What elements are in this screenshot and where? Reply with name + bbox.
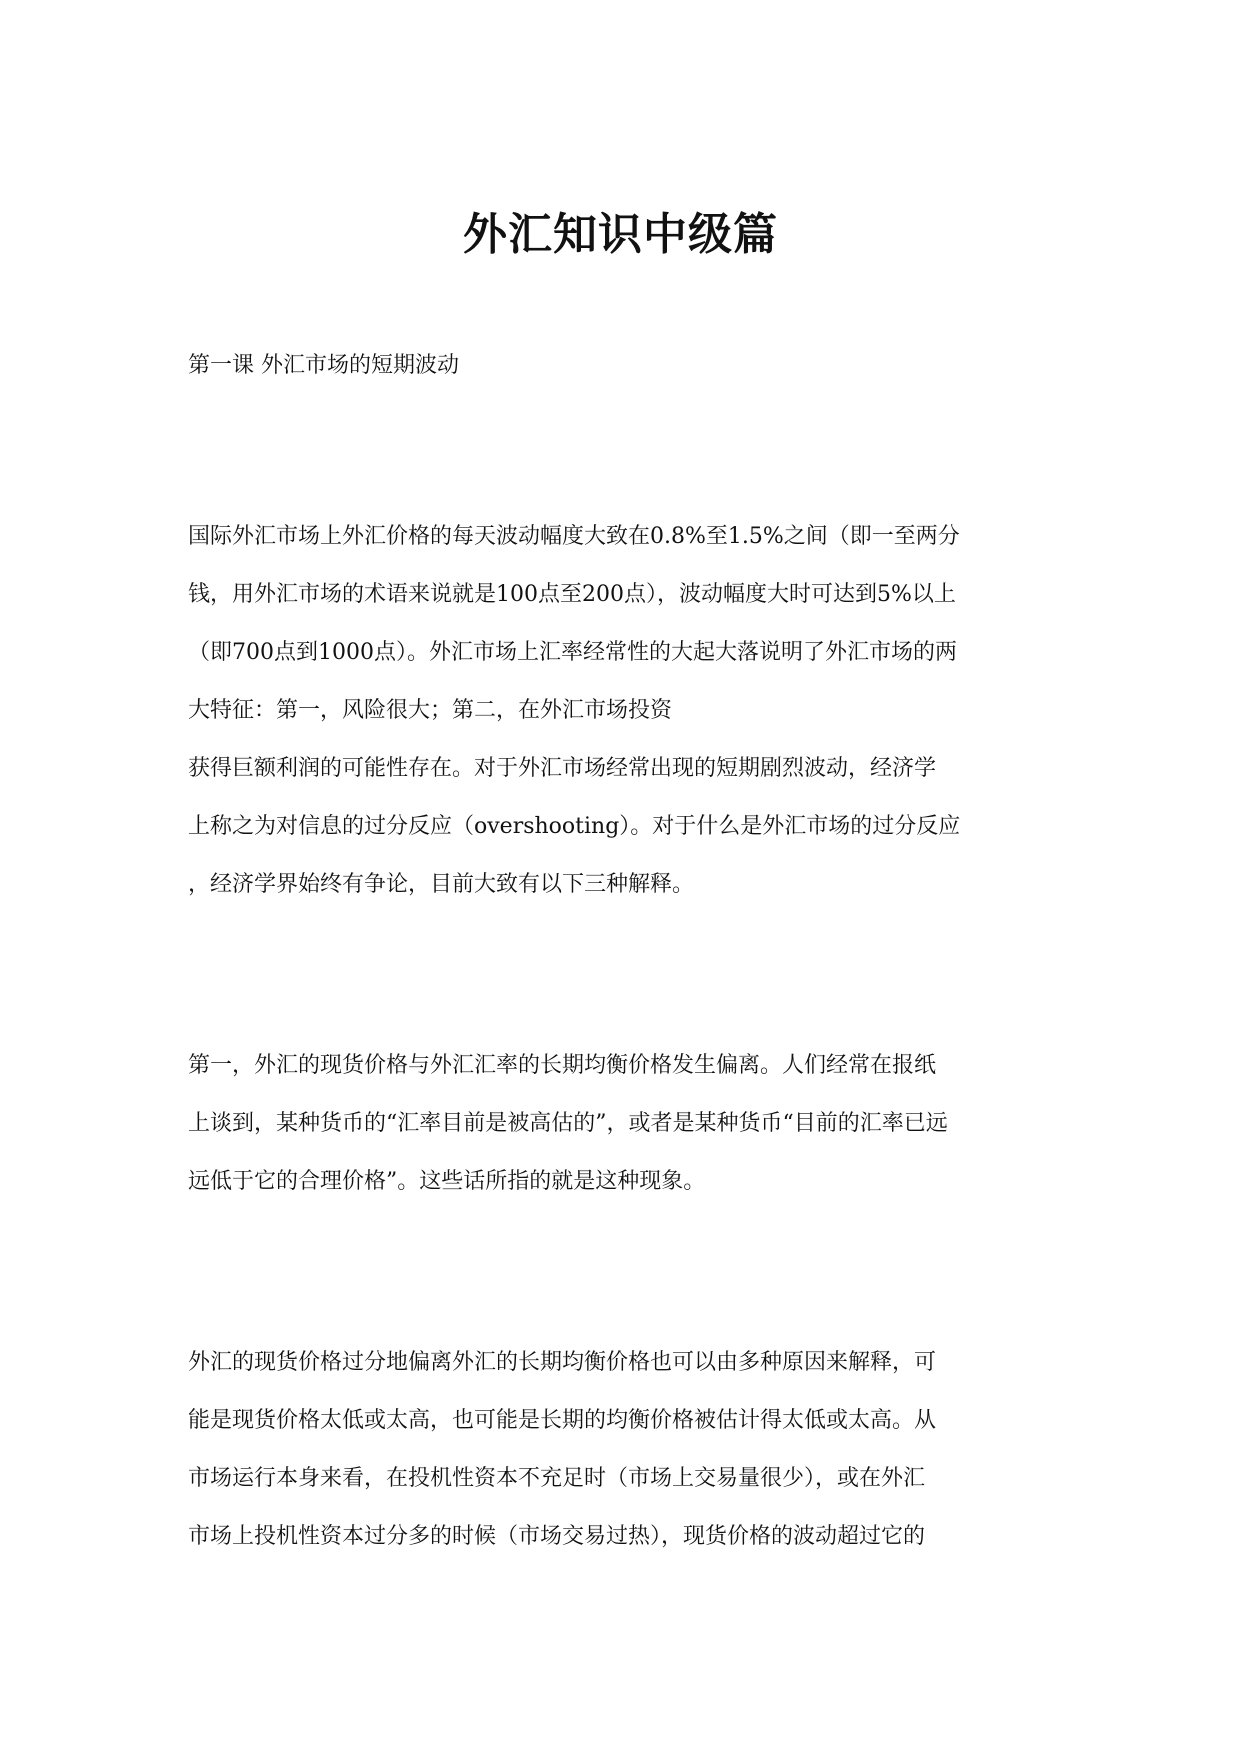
- paragraph-line: 第一，外汇的现货价格与外汇汇率的长期均衡价格发生偏离。人们经常在报纸: [188, 1053, 937, 1078]
- paragraph-line: 大特征：第一，风险很大；第二，在外汇市场投资: [188, 698, 673, 723]
- paragraph-line: 获得巨额利润的可能性存在。对于外汇市场经常出现的短期剧烈波动，经济学: [188, 756, 937, 781]
- paragraph-line: 远低于它的合理价格”。这些话所指的就是这种现象。: [188, 1169, 706, 1194]
- paragraph-intro: [188, 508, 1068, 914]
- paragraph-line: 市场上投机性资本过分多的时候（市场交易过热），现货价格的波动超过它的: [188, 1524, 926, 1549]
- paragraph-line: 上谈到，某种货币的“汇率目前是被高估的”，或者是某种货币“目前的汇率已远: [188, 1111, 948, 1136]
- paragraph-line: 市场运行本身来看，在投机性资本不充足时（市场上交易量很少），或在外汇: [188, 1466, 926, 1491]
- paragraph-deviation-causes: [188, 1334, 1068, 1566]
- document-title: 外汇知识中级篇: [463, 209, 778, 260]
- paragraph-first-explanation: [188, 1037, 1068, 1211]
- lesson-heading: 第一课 外汇市场的短期波动: [188, 353, 459, 378]
- paragraph-line: 外汇的现货价格过分地偏离外汇的长期均衡价格也可以由多种原因来解释，可: [188, 1350, 937, 1375]
- paragraph-line: 钱，用外汇市场的术语来说就是100点至200点），波动幅度大时可达到5%以上: [188, 582, 956, 607]
- paragraph-line: 上称之为对信息的过分反应（overshooting）。对于什么是外汇市场的过分反应: [188, 814, 961, 839]
- paragraph-line: （即700点到1000点）。外汇市场上汇率经常性的大起大落说明了外汇市场的两: [188, 640, 957, 665]
- paragraph-line: ，经济学界始终有争论，目前大致有以下三种解释。: [188, 872, 695, 897]
- paragraph-line: 国际外汇市场上外汇价格的每天波动幅度大致在0.8%至1.5%之间（即一至两分: [188, 524, 960, 549]
- paragraph-line: 能是现货价格太低或太高，也可能是长期的均衡价格被估计得太低或太高。从: [188, 1408, 937, 1433]
